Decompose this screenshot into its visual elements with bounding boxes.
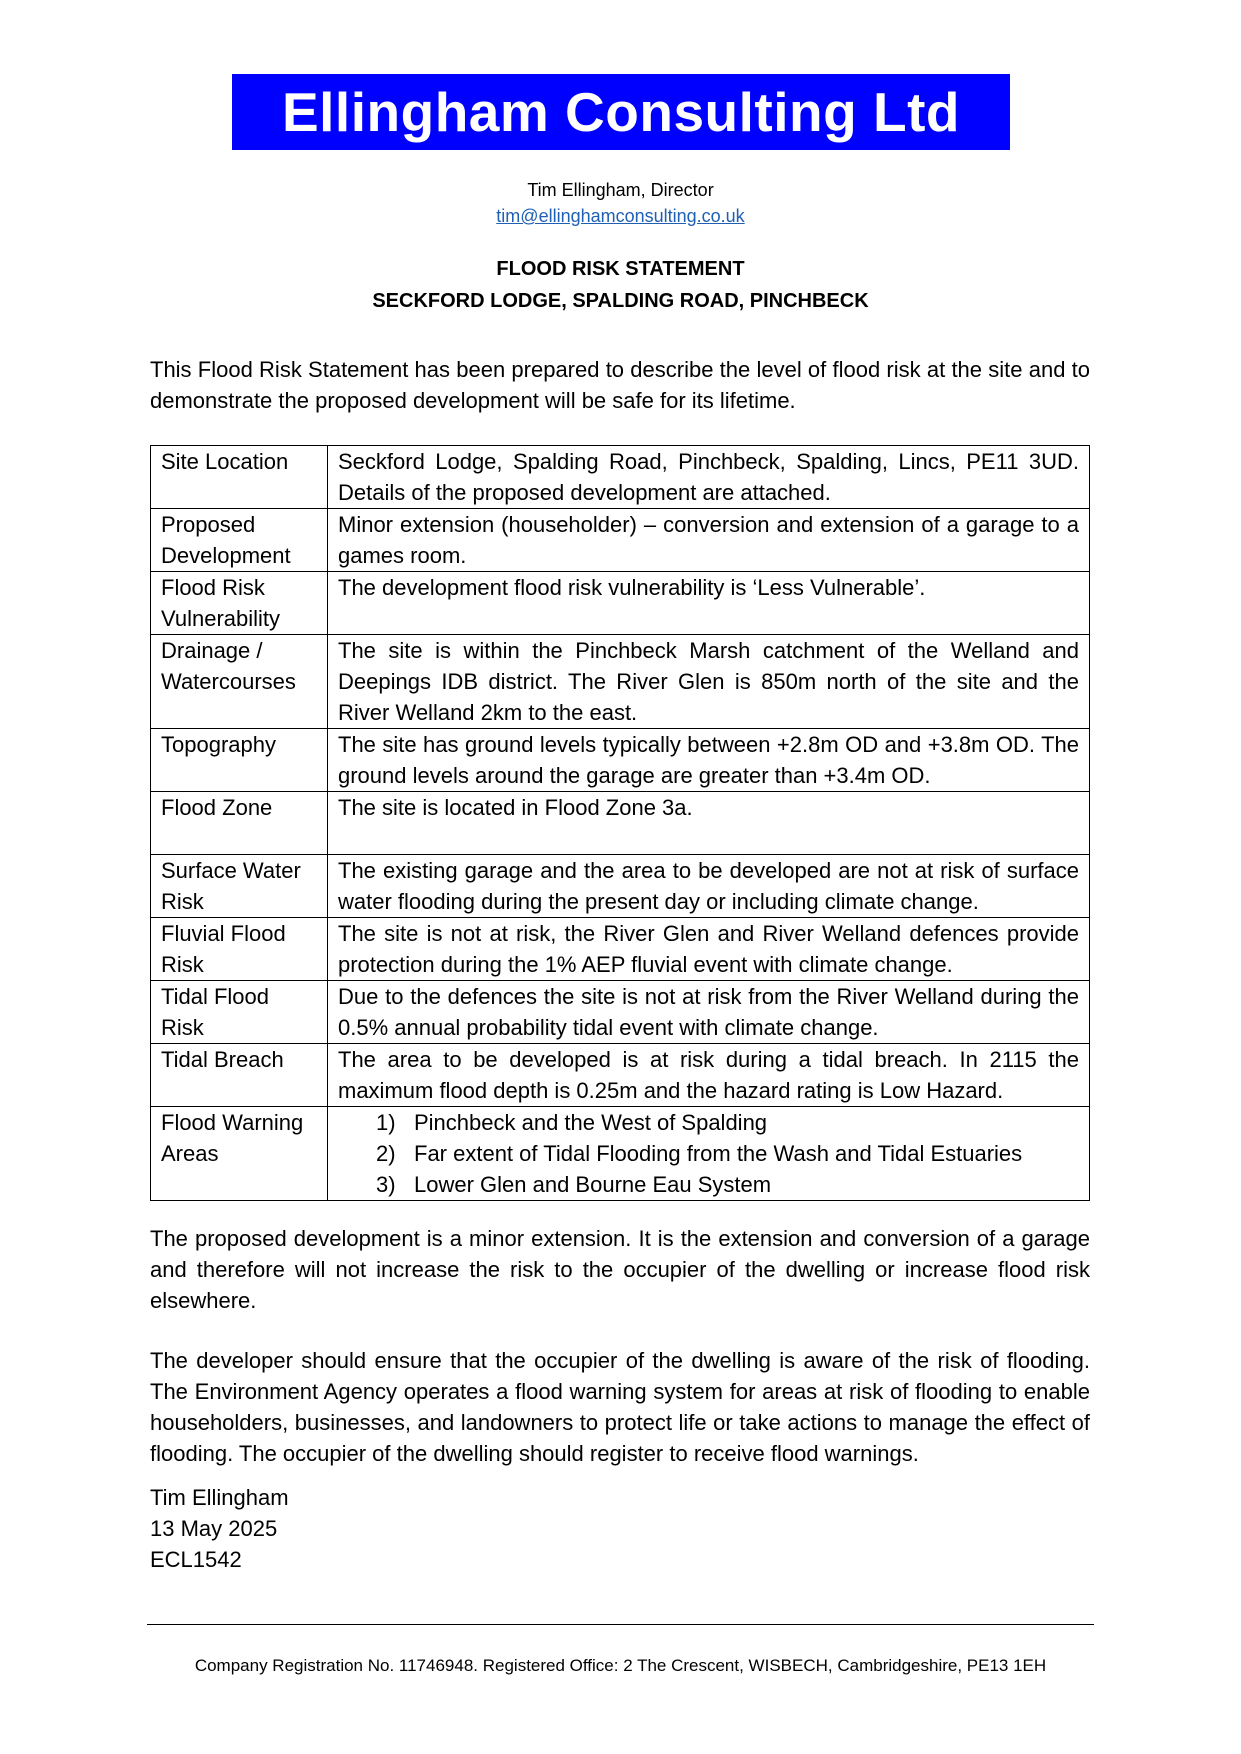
list-item	[376, 1107, 1079, 1138]
table-row	[151, 1107, 1090, 1201]
row-value: The existing garage and the area to be developed are not at risk of surface water flooding during the present day or including climate change.	[328, 855, 1090, 918]
row-label: Drainage / Watercourses	[151, 635, 328, 729]
company-banner: Ellingham Consulting Ltd	[232, 74, 1010, 150]
statement-title: FLOOD RISK STATEMENT	[496, 258, 745, 280]
intro-paragraph: This Flood Risk Statement has been prepared to describe the level of flood risk at the site and to demonstrate the proposed development will be safe for its lifetime.	[150, 357, 1090, 413]
row-label: Fluvial Flood Risk	[151, 918, 328, 981]
row-label: Site Location	[151, 446, 328, 509]
list-number: 3)	[376, 1172, 396, 1197]
table-row	[151, 792, 1090, 855]
signature-name: Tim Ellingham	[150, 1485, 289, 1510]
row-value: The site has ground levels typically between +2.8m OD and +3.8m OD. The ground levels around the garage are greater than +3.4m OD.	[328, 729, 1090, 792]
list-number: 1)	[376, 1110, 396, 1135]
table-row	[151, 446, 1090, 509]
director-line: Tim Ellingham, Director	[527, 180, 714, 200]
row-label: Tidal Breach	[151, 1044, 328, 1107]
development-paragraph: The proposed development is a minor extension. It is the extension and conversion of a garage and therefore will not increase the risk to the occupier of the dwelling or increase flood risk elsewhere.	[150, 1226, 1090, 1313]
site-title: SECKFORD LODGE, SPALDING ROAD, PINCHBECK	[372, 290, 869, 312]
email-link[interactable]: tim@ellinghamconsulting.co.uk	[496, 206, 745, 226]
row-value: The site is not at risk, the River Glen and River Welland defences provide protection during the 1% AEP fluvial event with climate change.	[328, 918, 1090, 981]
row-label: Proposed Development	[151, 509, 328, 572]
list-item	[376, 1138, 1079, 1169]
signature-date: 13 May 2025	[150, 1516, 278, 1541]
list-text: Pinchbeck and the West of Spalding	[414, 1110, 768, 1135]
table-row	[151, 572, 1090, 635]
row-value: The site is within the Pinchbeck Marsh catchment of the Welland and Deepings IDB district. The River Glen is 850m north of the site and the River Welland 2km to the east.	[328, 635, 1090, 729]
footer-divider	[147, 1624, 1094, 1625]
table-row	[151, 918, 1090, 981]
row-value: The site is located in Flood Zone 3a.	[328, 792, 1090, 855]
row-value	[328, 1107, 1090, 1201]
list-number: 2)	[376, 1141, 396, 1166]
table-row	[151, 1044, 1090, 1107]
row-label: Flood Zone	[151, 792, 328, 855]
site-info-table	[150, 445, 1090, 1201]
row-label: Tidal Flood Risk	[151, 981, 328, 1044]
row-label: Flood Warning Areas	[151, 1107, 328, 1201]
table-row	[151, 981, 1090, 1044]
footer-registration: Company Registration No. 11746948. Registered Office: 2 The Crescent, WISBECH, Cambridgeshire, PE13 1EH	[194, 1656, 1047, 1675]
row-value: Seckford Lodge, Spalding Road, Pinchbeck, Spalding, Lincs, PE11 3UD. Details of the proposed development are attached.	[328, 446, 1090, 509]
table-row	[151, 509, 1090, 572]
row-label: Topography	[151, 729, 328, 792]
list-text: Lower Glen and Bourne Eau System	[414, 1172, 772, 1197]
list-item	[376, 1169, 1079, 1200]
list-text: Far extent of Tidal Flooding from the Wash and Tidal Estuaries	[414, 1141, 1023, 1166]
row-value: The area to be developed is at risk during a tidal breach. In 2115 the maximum flood depth is 0.25m and the hazard rating is Low Hazard.	[328, 1044, 1090, 1107]
table-row	[151, 729, 1090, 792]
flood-warning-list	[338, 1107, 1079, 1200]
table-row	[151, 635, 1090, 729]
warning-paragraph: The developer should ensure that the occupier of the dwelling is aware of the risk of flooding. The Environment Agency operates a flood warning system for areas at risk of flooding to enable householders, businesses, and landowners to protect life or take actions to manage the effect of flooding. The occupier of the dwelling should register to receive flood warnings.	[150, 1348, 1090, 1466]
table-row	[151, 855, 1090, 918]
row-label: Flood Risk Vulnerability	[151, 572, 328, 635]
signature-reference: ECL1542	[150, 1547, 242, 1572]
row-value: Due to the defences the site is not at risk from the River Welland during the 0.5% annual probability tidal event with climate change.	[328, 981, 1090, 1044]
row-label: Surface Water Risk	[151, 855, 328, 918]
row-value: Minor extension (householder) – conversion and extension of a garage to a games room.	[328, 509, 1090, 572]
row-value: The development flood risk vulnerability is ‘Less Vulnerable’.	[328, 572, 1090, 635]
